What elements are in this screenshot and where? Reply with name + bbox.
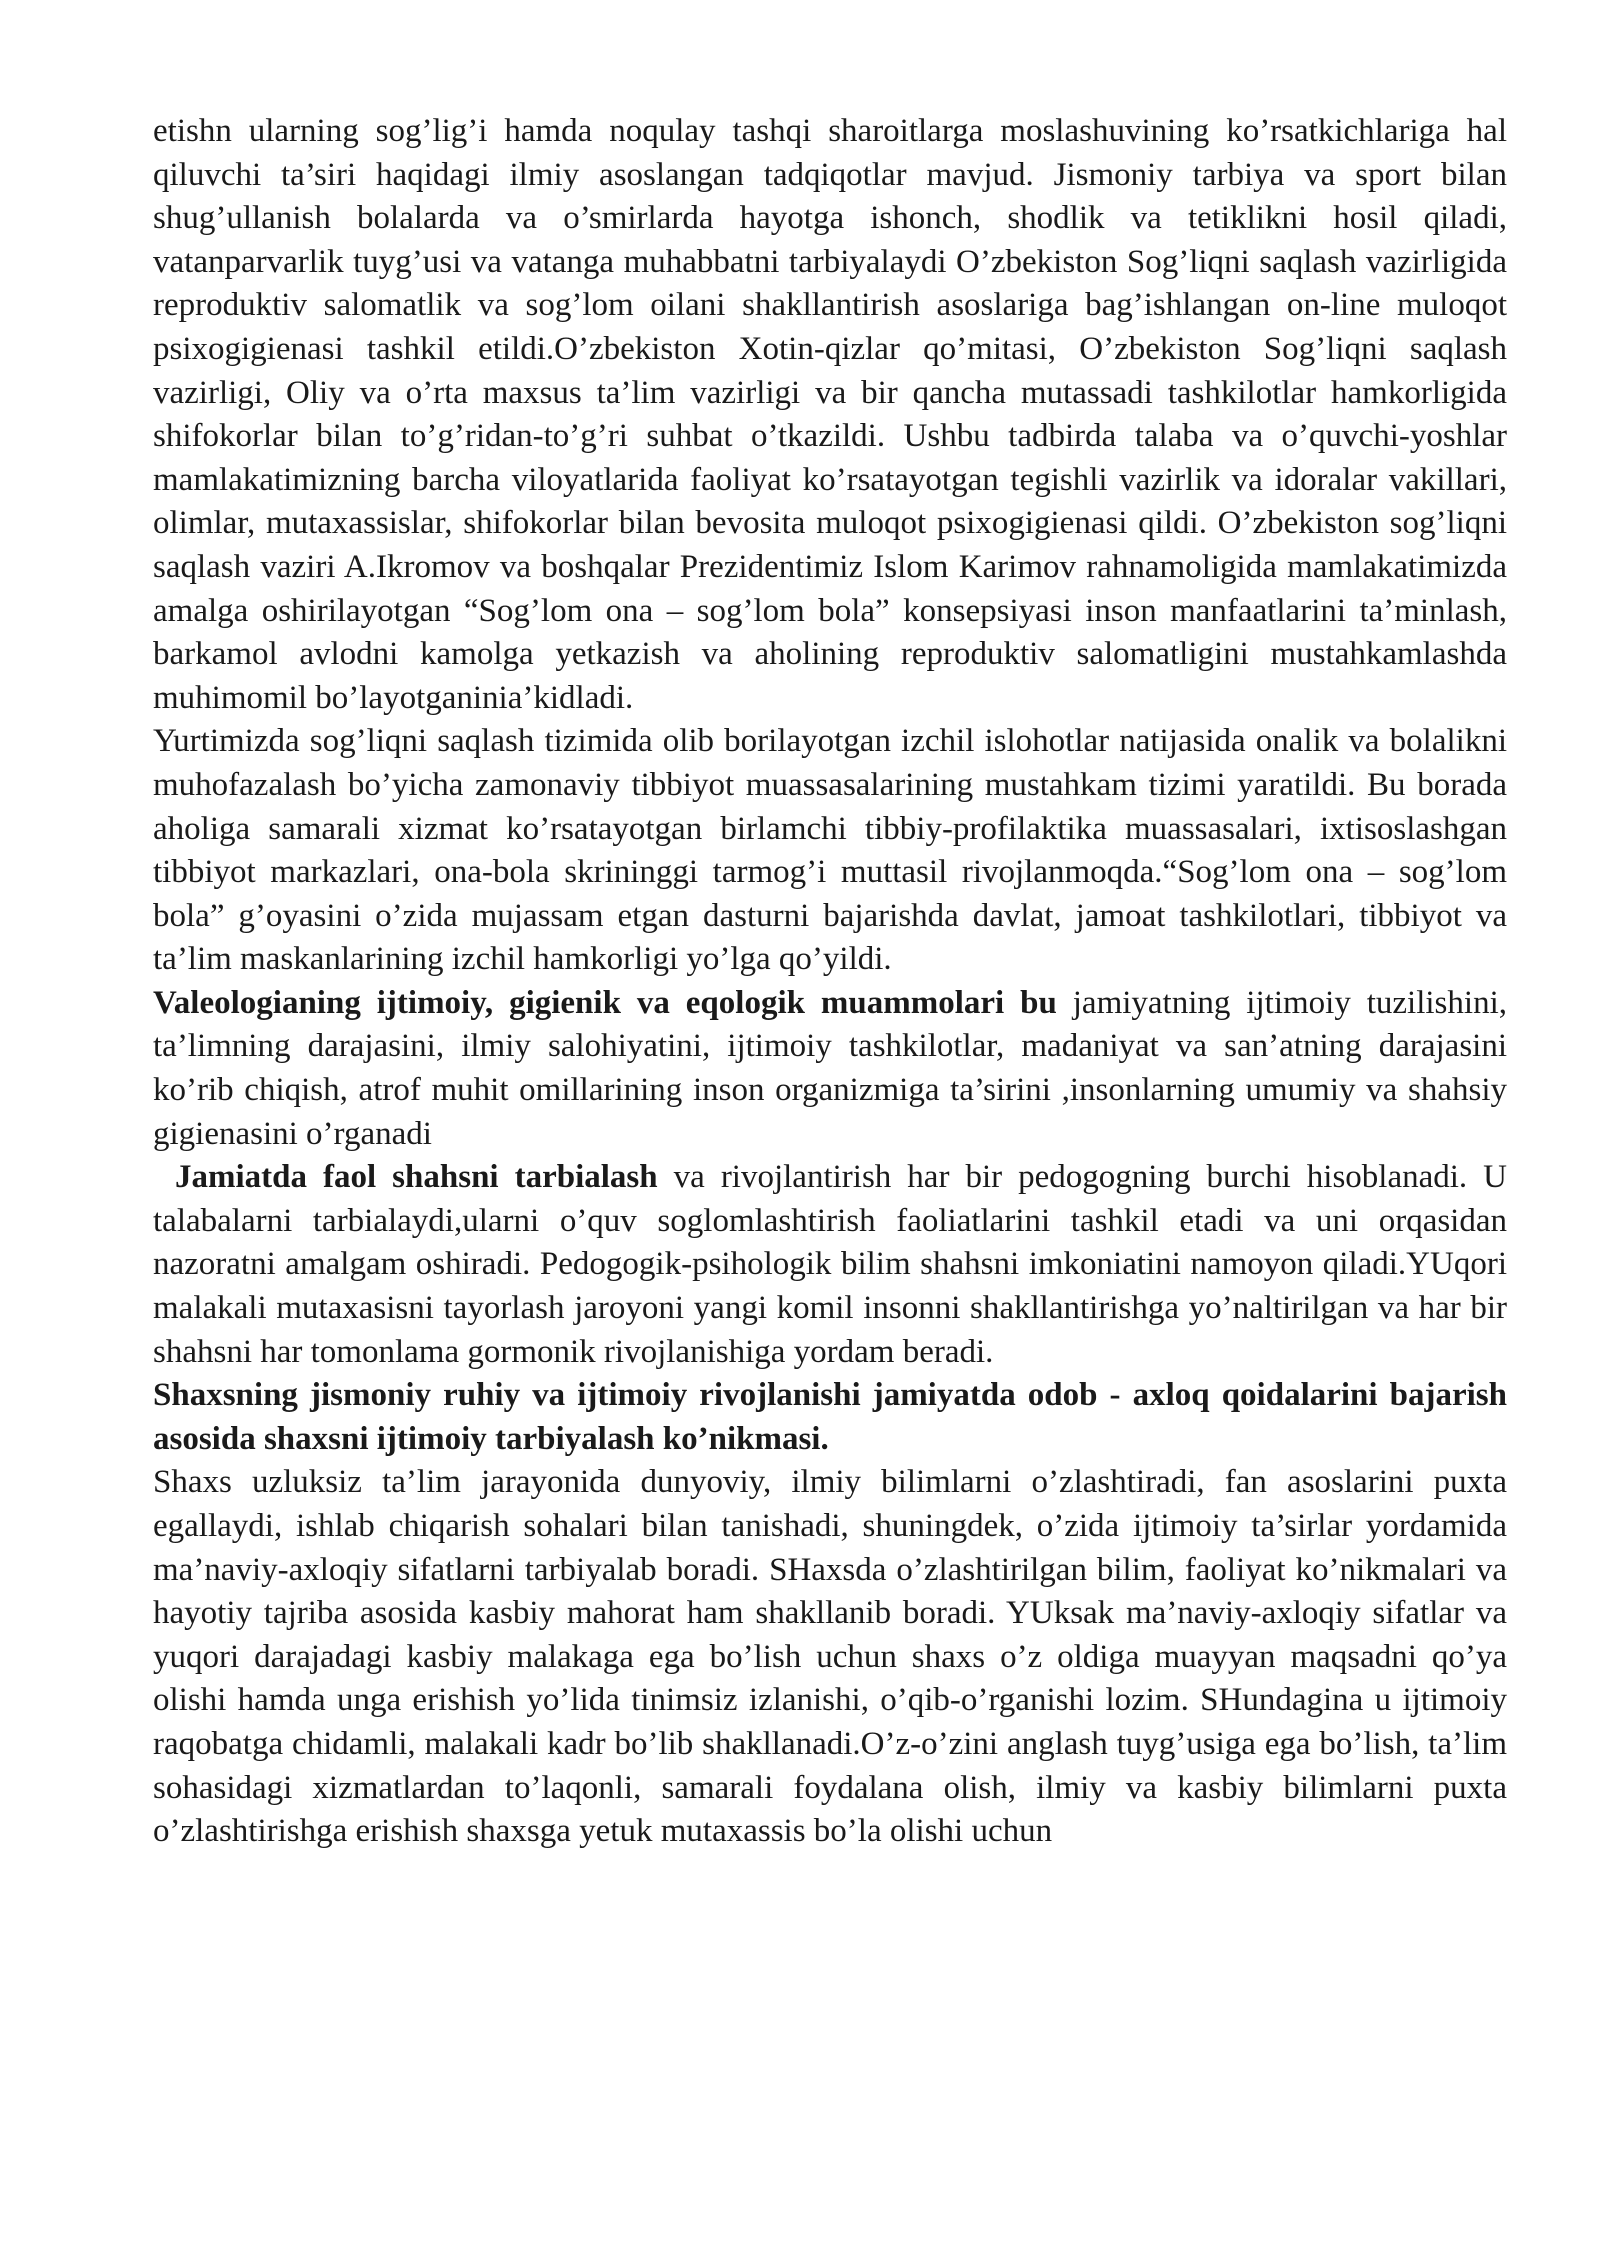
paragraph-text: etishn ularning sog’lig’i hamda noqulay tashqi sharoitlarga moslashuvining ko’rsatkichlariga hal qiluvchi ta’siri haqidagi ilmiy asoslangan tadqiqotlar mavjud. Jismoniy tarbiya va sport bilan shug’ullanish bolalarda va o’smirlarda hayotga ishonch, shodlik va tetiklikni hosil qiladi, vatanparvarlik tuyg’usi va vatanga muhabbatni tarbiyalaydi O’zbekiston Sog’liqni saqlash vazirligida reproduktiv salomatlik va sog’lom oilani shakllantirish asoslariga bag’ishlangan on-line muloqot psixogigienasi tashkil etildi.O’zbekiston Xotin-qizlar qo’mitasi, O’zbekiston Sog’liqni saqlash vazirligi, Oliy va o’rta maxsus ta’lim vazirligi va bir qancha mutassadi tashkilotlar hamkorligida shifokorlar bilan to’g’ridan-to’g’ri suhbat o’tkazildi. Ushbu tadbirda talaba va o’quvchi-yoshlar mamlakatimizning barcha viloyatlarida faoliyat ko’rsatayotgan tegishli vazirlik va idoralar vakillari, olimlar, mutaxassislar, shifokorlar bilan bevosita muloqot psixogigienasi qildi. O’zbekiston sog’liqni saqlash vaziri A.Ikromov va boshqalar Prezidentimiz Islom Karimov rahnamoligida mamlakatimizda amalga oshirilayotgan “Sog’lom ona – sog’lom bola” konsepsiyasi inson manfaatlarini ta’minlash, barkamol avlodni kamolga yetkazish va aholining reproduktiv salomatligini mustahkamlashda muhimomil bo’layotganinia’kidladi. — [153, 113, 1507, 716]
document-page — [153, 110, 1507, 1854]
paragraph-text: Yurtimizda sog’liqni saqlash tizimida olib borilayotgan izchil islohotlar natijasida onalik va bolalikni muhofazalash bo’yicha zamonaviy tibbiyot muassasalarining mustahkam tizimi yaratildi. Bu borada aholiga samarali xizmat ko’rsatayotgan birlamchi tibbiy-profilaktika muassasalari, ixtisoslashgan tibbiyot markazlari, ona-bola skrininggi tarmog’i muttasil rivojlanmoqda.“Sog’lom ona – sog’lom bola” g’oyasini o’zida mujassam etgan dasturni bajarishda davlat, jamoat tashkilotlari, tibbiyot va ta’lim maskanlarining izchil hamkorligi yo’lga qo’yildi. — [153, 723, 1507, 978]
paragraph-text: va rivojlantirish har bir pedogogning burchi hisoblanadi. U talabalarni tarbialaydi,ularni o’quv soglomlashtirish faoliatlarini tashkil etadi va uni orqasidan nazoratni amalgam oshiradi. Pedogogik-psihologik bilim shahsni imkoniatini namoyon qiladi.YUqori malakali mutaxasisni tayorlash jaroyoni yangi komil insonni shakllantirishga yo’naltirilgan va har bir shahsni har tomonlama gormonik rivojlanishiga yordam beradi. — [153, 1159, 1508, 1370]
paragraph-active-person — [153, 1156, 1507, 1374]
paragraph-text: Shaxs uzluksiz ta’lim jarayonida dunyoviy, ilmiy bilimlarni o’zlashtiradi, fan asoslarini puxta egallaydi, ishlab chiqarish sohalari bilan tanishadi, shuningdek, o’zida ijtimoiy ta’sirlar yordamida ma’naviy-axloqiy sifatlarni tarbiyalab boradi. SHaxsda o’zlashtirilgan bilim, faoliyat ko’nikmalari va hayotiy tajriba asosida kasbiy mahorat ham shakllanib boradi. YUksak ma’naviy-axloqiy sifatlar va yuqori darajadagi kasbiy malakaga ega bo’lish uchun shaxs o’z oldiga muayyan maqsadni qo’ya olishi hamda unga erishish yo’lida tinimsiz izlanishi, o’qib-o’rganishi lozim. SHundagina u ijtimoiy raqobatga chidamli, malakali kadr bo’lib shakllanadi.O’z-o’zini anglash tuyg’usiga ega bo’lish, ta’lim sohasidagi xizmatlardan to’laqonli, samarali foydalana olish, ilmiy va kasbiy bilimlarni puxta o’zlashtirishga erishish shaxsga yetuk mutaxassis bo’la olishi uchun — [153, 1464, 1507, 1850]
paragraph-text: jamiyatning ijtimoiy tuzilishini, ta’limning darajasini, ilmiy salohiyatini, ijtimoiy tashkilotlar, madaniyat va san’atning darajasini ko’rib chiqish, atrof muhit omillarining inson organizmiga ta’sirini ,insonlarning umumiy va shahsiy gigienasini o’rganadi — [153, 984, 1507, 1152]
paragraph-bold-lead: Jamiatda faol shahsni tarbialash — [175, 1159, 658, 1196]
section-heading — [153, 1374, 1507, 1461]
paragraph-continuous-education — [153, 1461, 1507, 1853]
section-heading-text: Shaxsning jismoniy ruhiy va ijtimoiy rivojlanishi jamiyatda odob - axloq qoidalarini bajarish asosida shaxsni ijtimoiy tarbiyalash ko’nikmasi. — [153, 1377, 1507, 1457]
paragraph-valeology-problems — [153, 982, 1507, 1156]
paragraph-reproductive-health — [153, 110, 1507, 720]
paragraph-healthcare-reform — [153, 720, 1507, 982]
paragraph-bold-lead: Valeologianing ijtimoiy, gigienik va eqologik muammolari bu — [153, 984, 1057, 1021]
